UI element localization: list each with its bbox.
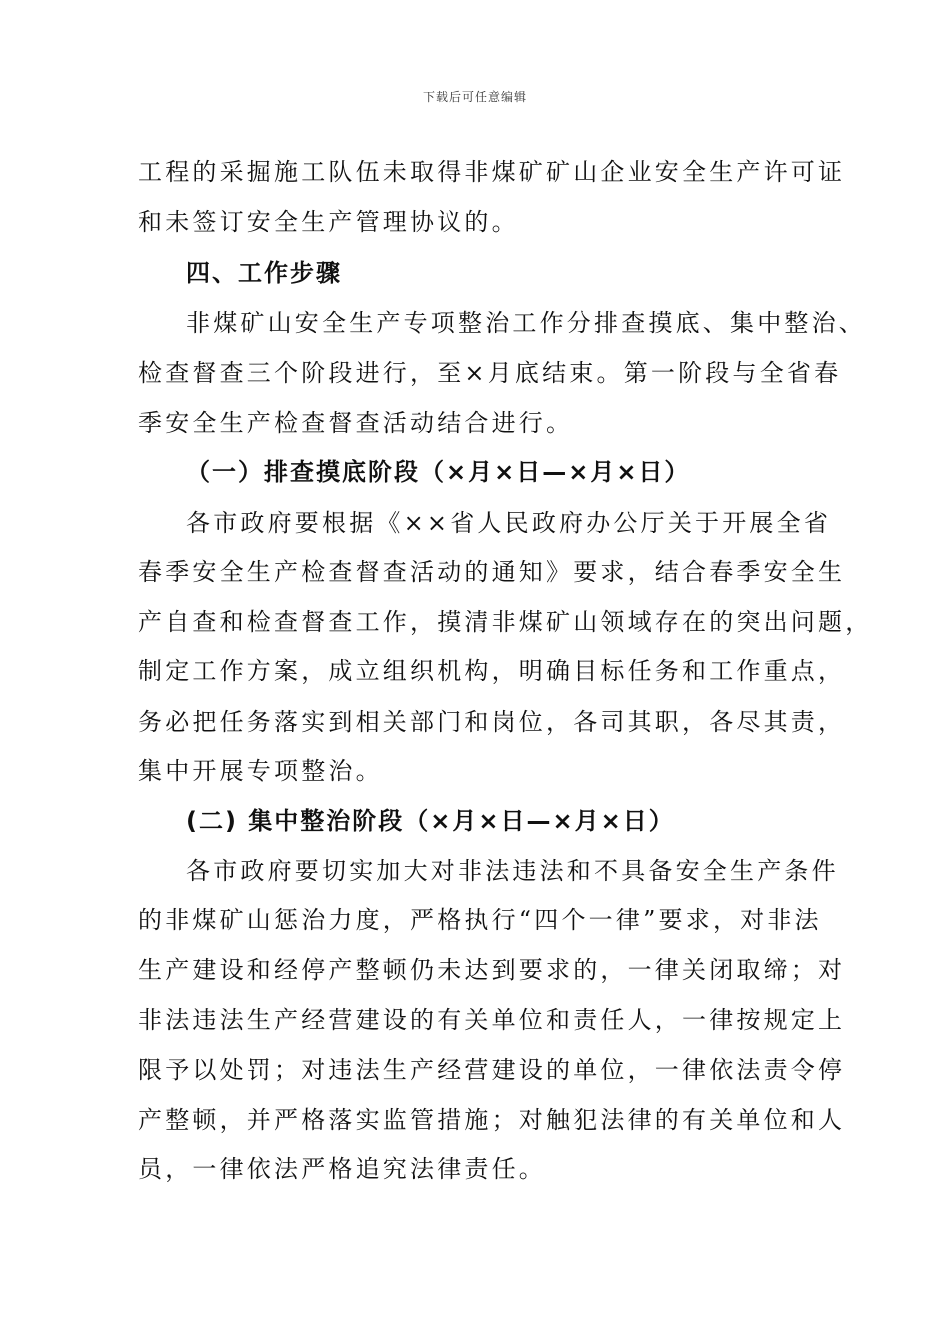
paragraph-line: 限予以处罚；对违法生产经营建设的单位，一律依法责令停	[138, 1056, 846, 1084]
paragraph-line: 制定工作方案，成立组织机构，明确目标任务和工作重点，	[138, 657, 846, 685]
paragraph-line: 非煤矿山安全生产专项整治工作分排查摸底、集中整治、	[186, 309, 866, 337]
paragraph-line: 各市政府要根据《××省人民政府办公厅关于开展全省	[186, 509, 832, 537]
paragraph-line: 产自查和检查督查工作，摸清非煤矿山领域存在的突出问题，	[138, 608, 873, 636]
paragraph-line: 务必把任务落实到相关部门和岗位，各司其职，各尽其责，	[138, 708, 846, 736]
paragraph-line: 春季安全生产检查督查活动的通知》要求，结合春季安全生	[138, 558, 846, 586]
paragraph-line: 和未签订安全生产管理协议的。	[138, 208, 519, 236]
page-header-note: 下载后可任意编辑	[422, 90, 527, 104]
paragraph-line: 检查督查三个阶段进行，至×月底结束。第一阶段与全省春	[138, 359, 842, 387]
subsection-heading-investigation: （一）排查摸底阶段（×月×日—×月×日）	[186, 458, 691, 486]
paragraph-line: 的非煤矿山惩治力度，严格执行“四个一律”要求，对非法	[138, 906, 822, 934]
paragraph-line: 工程的采掘施工队伍未取得非煤矿矿山企业安全生产许可证	[138, 158, 846, 186]
paragraph-line: 生产建设和经停产整顿仍未达到要求的，一律关闭取缔；对	[138, 956, 846, 984]
section-heading-work-steps: 四、工作步骤	[186, 259, 342, 287]
subsection-heading-rectification: (二) 集中整治阶段（×月×日—×月×日）	[186, 807, 675, 835]
paragraph-line: 非法违法生产经营建设的有关单位和责任人，一律按规定上	[138, 1006, 846, 1034]
paragraph-line: 员，一律依法严格追究法律责任。	[138, 1155, 546, 1183]
paragraph-line: 各市政府要切实加大对非法违法和不具备安全生产条件	[186, 857, 839, 885]
paragraph-line: 集中开展专项整治。	[138, 757, 383, 785]
paragraph-line: 季安全生产检查督查活动结合进行。	[138, 409, 574, 437]
paragraph-line: 产整顿，并严格落实监管措施；对触犯法律的有关单位和人	[138, 1106, 846, 1134]
